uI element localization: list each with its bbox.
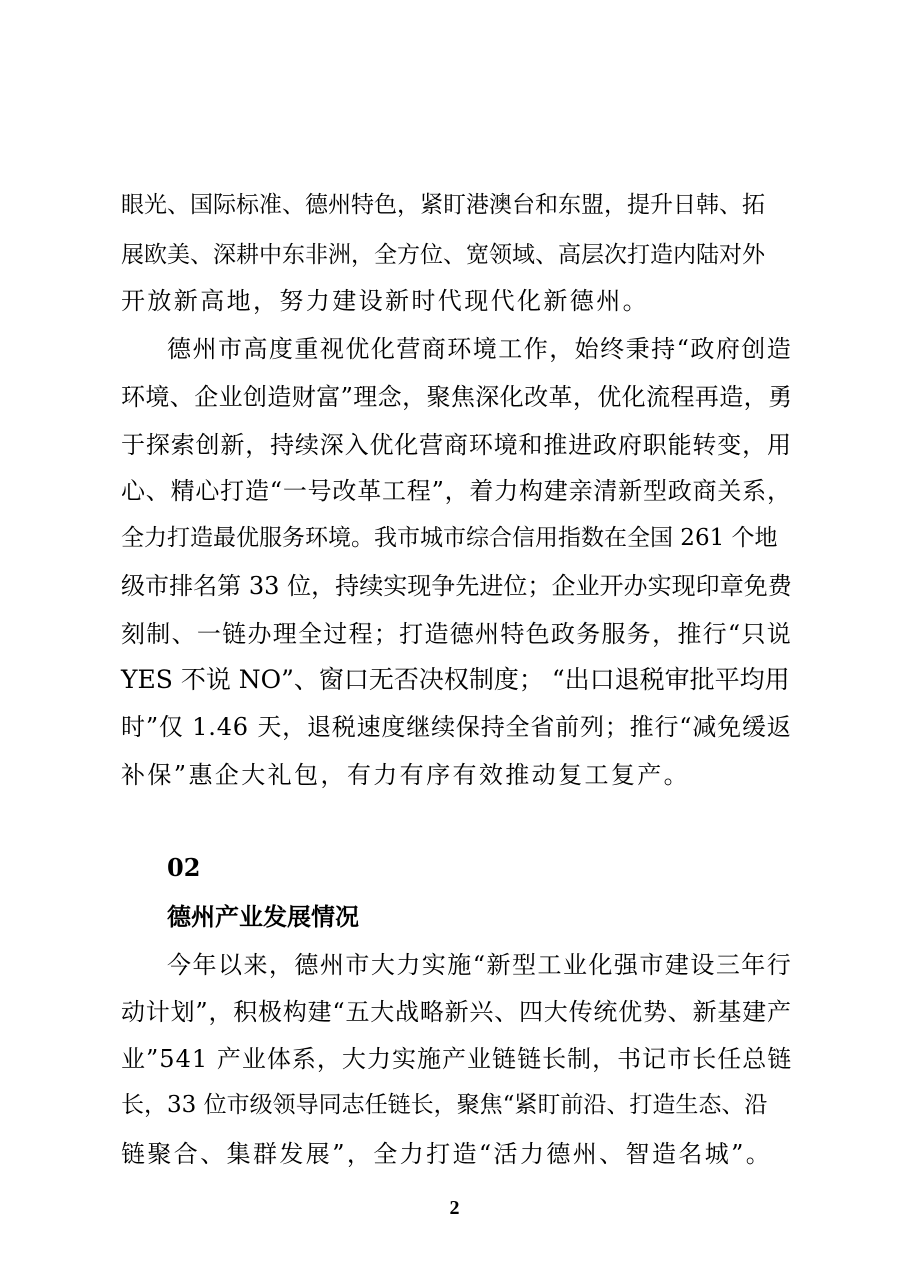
paragraph-line: 眼光、国际标准、德州特色，紧盯港澳台和东盟，提升日韩、拓 [121,192,765,218]
paragraph-line: 业”541 产业体系，大力实施产业链链长制，书记市长任总链 [121,1045,793,1073]
paragraph-line: YES 不说 NO”、窗口无否决权制度； “出口退税审批平均用 [121,665,790,694]
paragraph-line: 德州市高度重视优化营商环境工作，始终秉持“政府创造 [167,335,793,363]
paragraph-line: 展欧美、深耕中东非洲，全方位、宽领域、高层次打造内陆对外 [121,242,765,268]
paragraph-line: 刻制、一链办理全过程；打造德州特色政务服务，推行“只说 [121,620,793,648]
paragraph-line: 开放新高地，努力建设新时代现代化新德州。 [121,287,649,315]
section-title: 德州产业发展情况 [167,902,359,931]
section-number: 02 [167,853,201,882]
paragraph-line: 心、精心打造“一号改革工程”，着力构建亲清新型政商关系， [121,477,792,505]
paragraph-line: 全力打造最优服务环境。我市城市综合信用指数在全国 261 个地 [121,525,778,551]
page-number: 2 [449,1197,460,1219]
paragraph-line: 链聚合、集群发展”，全力打造“活力德州、智造名城”。 [121,1140,773,1168]
paragraph-line: 动计划”，积极构建“五大战略新兴、四大传统优势、新基建产 [121,998,792,1026]
paragraph-line: 补保”惠企大礼包，有力有序有效推动复工复产。 [121,761,691,789]
paragraph-line: 长，33 位市级领导同志任链长，聚焦“紧盯前沿、打造生态、沿 [121,1092,768,1118]
paragraph-line: 环境、企业创造财富”理念，聚焦深化改革，优化流程再造，勇 [121,383,793,411]
paragraph-line: 时”仅 1.46 天，退税速度继续保持全省前列；推行“减免缓返 [121,713,792,741]
paragraph-line: 今年以来，德州市大力实施“新型工业化强市建设三年行 [167,951,793,979]
paragraph-line: 级市排名第 33 位，持续实现争先进位；企业开办实现印章免费 [121,572,792,600]
paragraph-line: 于探索创新，持续深入优化营商环境和推进政府职能转变，用 [121,431,792,459]
